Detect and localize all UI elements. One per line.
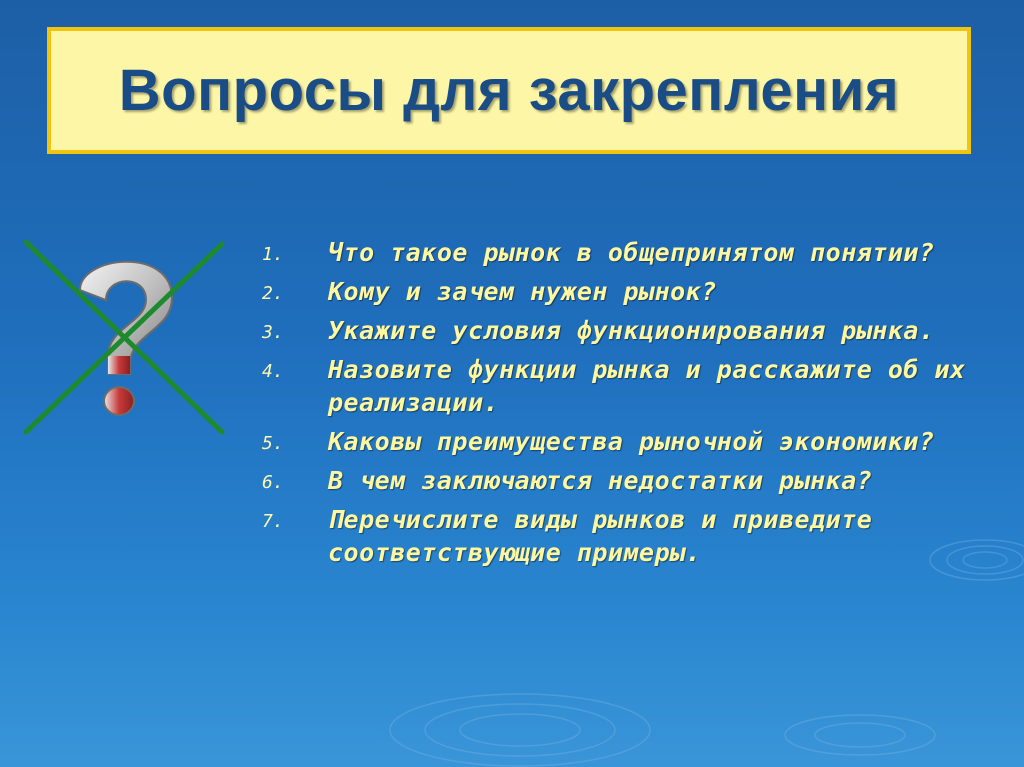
question-number: 5. xyxy=(262,433,284,454)
list-item xyxy=(262,464,1012,497)
question-number: 6. xyxy=(262,472,284,493)
question-number: 2. xyxy=(262,283,284,304)
question-number: 3. xyxy=(262,322,284,343)
question-number: 1. xyxy=(262,244,284,265)
question-text: В чем заключаются недостатки рынка? xyxy=(328,466,873,495)
list-item xyxy=(262,353,1012,419)
title-box xyxy=(47,27,971,154)
question-text: Каковы преимущества рыночной экономики? xyxy=(328,427,935,456)
list-item xyxy=(262,503,1012,569)
question-text: Назовите функции рынка и расскажите об их реализации. xyxy=(328,355,966,417)
question-number: 4. xyxy=(262,361,284,382)
question-text: Укажите условия функционирования рынка. xyxy=(328,316,935,345)
list-item xyxy=(262,314,1012,347)
question-text: Кому и зачем нужен рынок? xyxy=(328,277,717,306)
question-text: Что такое рынок в общепринятом понятии? xyxy=(328,238,935,267)
list-item xyxy=(262,275,1012,308)
list-item xyxy=(262,425,1012,458)
question-text: Перечислите виды рынков и приведите соответствующие примеры. xyxy=(328,505,873,567)
questions-list xyxy=(262,236,1012,575)
slide-title: Вопросы для закрепления xyxy=(118,58,900,123)
list-item xyxy=(262,236,1012,269)
question-number: 7. xyxy=(262,511,284,532)
question-mark-crossed-icon xyxy=(22,238,228,438)
